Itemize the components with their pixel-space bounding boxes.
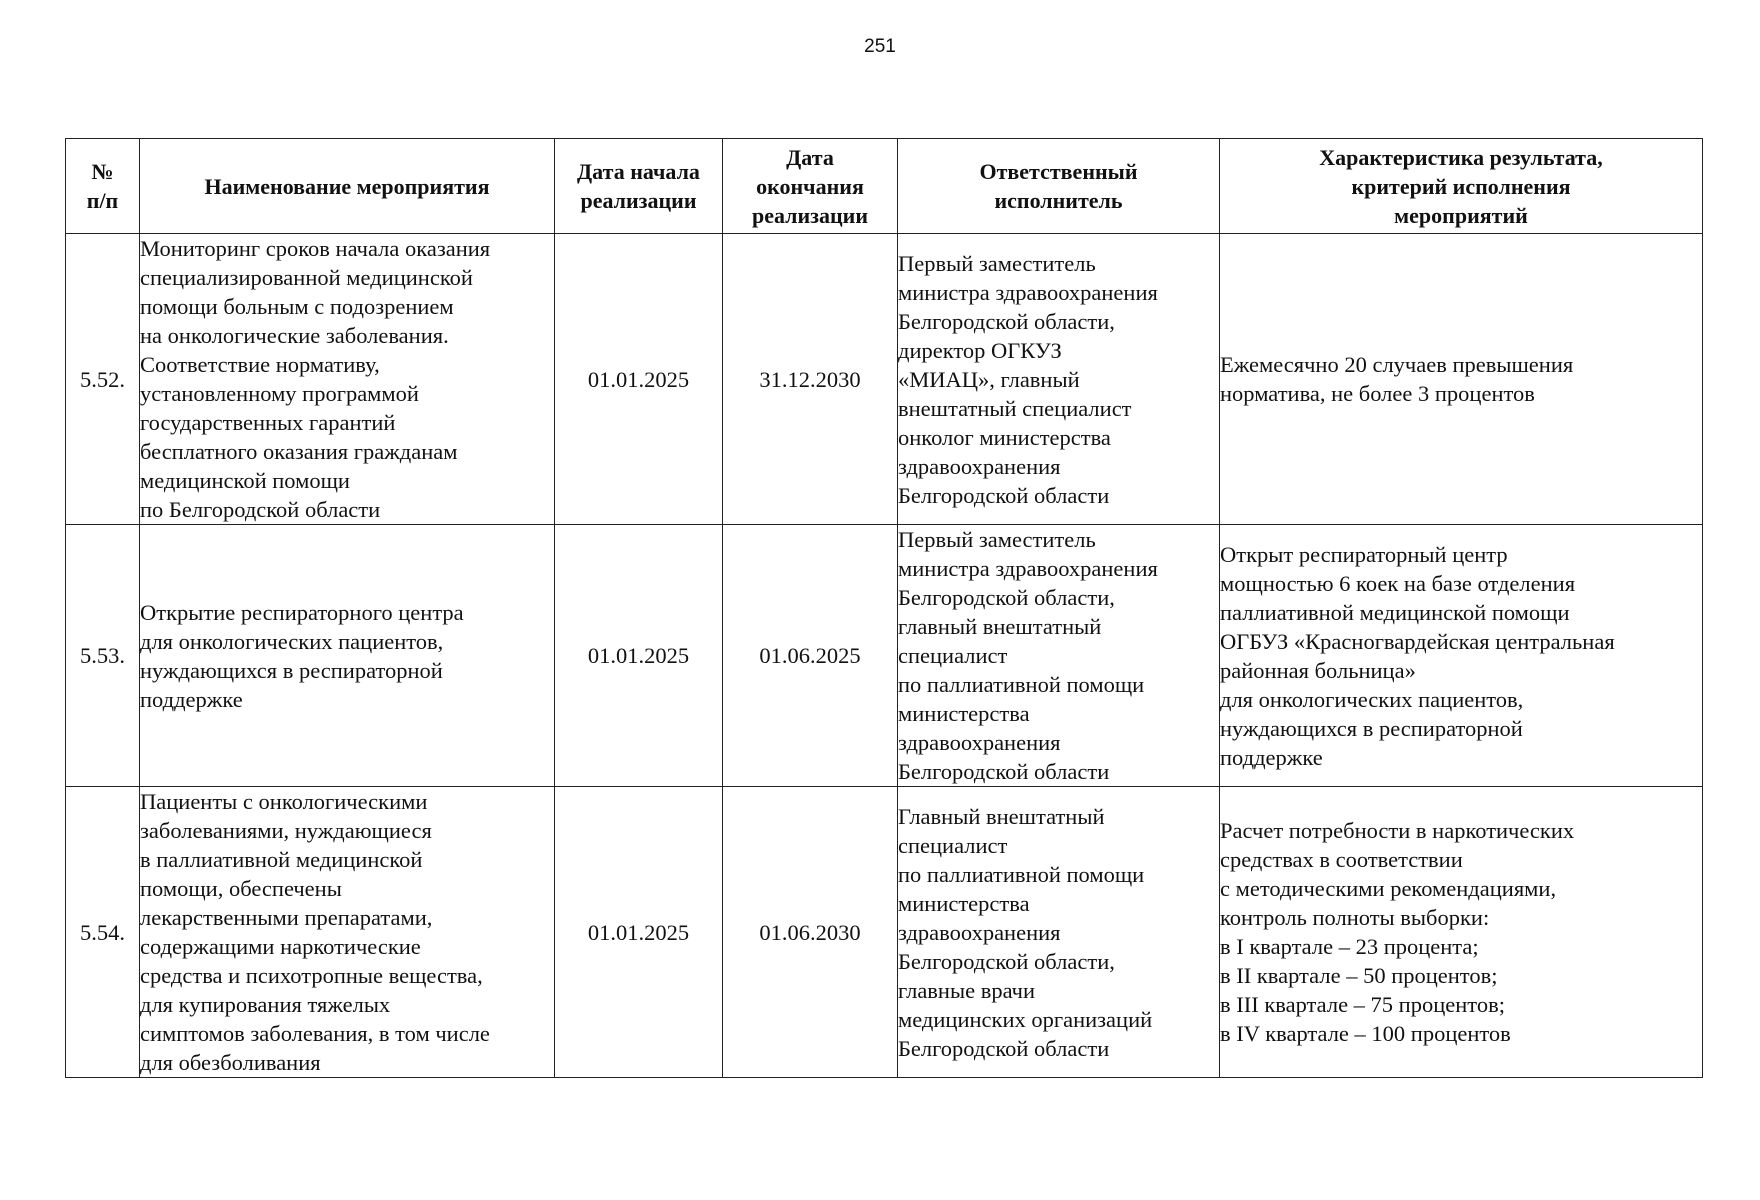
measure-name: Открытие респираторного центра для онкологических пациентов, нуждающихся в респираторной поддержке <box>140 525 555 787</box>
end-date: 01.06.2025 <box>723 525 898 787</box>
measures-table <box>65 138 1703 1078</box>
responsible-executor: Первый заместитель министра здравоохранения Белгородской области, главный внештатный специалист по паллиативной помощи министерства здравоохранения Белгородской области <box>898 525 1220 787</box>
header-end-date: Дата окончания реализации <box>723 139 898 234</box>
result-characteristic: Открыт респираторный центр мощностью 6 коек на базе отделения паллиативной медицинской помощи ОГБУЗ «Красногвардейская центральная районная больница» для онкологических пациентов, нуждающихся в респираторной поддержке <box>1220 525 1703 787</box>
end-date: 01.06.2030 <box>723 787 898 1078</box>
table-header-row <box>66 139 1703 234</box>
header-responsible: Ответственный исполнитель <box>898 139 1220 234</box>
result-characteristic: Расчет потребности в наркотических средствах в соответствии с методическими рекомендациями, контроль полноты выборки: в I квартале – 23 процента; в II квартале – 50 процентов; в III квартале – 75 процентов; в IV квартале – 100 процентов <box>1220 787 1703 1078</box>
responsible-executor: Первый заместитель министра здравоохранения Белгородской области, директор ОГКУЗ «МИАЦ», главный внештатный специалист онколог министерства здравоохранения Белгородской области <box>898 234 1220 525</box>
header-number: № п/п <box>66 139 140 234</box>
start-date: 01.01.2025 <box>555 525 723 787</box>
header-name: Наименование мероприятия <box>140 139 555 234</box>
table-row <box>66 787 1703 1078</box>
start-date: 01.01.2025 <box>555 234 723 525</box>
row-number: 5.52. <box>66 234 140 525</box>
measure-name: Мониторинг сроков начала оказания специализированной медицинской помощи больным с подозрением на онкологические заболевания. Соответствие нормативу, установленному программой государственных гарантий бесплатного оказания гражданам медицинской помощи по Белгородской области <box>140 234 555 525</box>
result-characteristic: Ежемесячно 20 случаев превышения норматива, не более 3 процентов <box>1220 234 1703 525</box>
end-date: 31.12.2030 <box>723 234 898 525</box>
table-row <box>66 234 1703 525</box>
measure-name: Пациенты с онкологическими заболеваниями, нуждающиеся в паллиативной медицинской помощи, обеспечены лекарственными препаратами, содержащими наркотические средства и психотропные вещества, для купирования тяжелых симптомов заболевания, в том числе для обезболивания <box>140 787 555 1078</box>
table-row <box>66 525 1703 787</box>
page-number: 251 <box>864 36 896 57</box>
row-number: 5.54. <box>66 787 140 1078</box>
header-start-date: Дата начала реализации <box>555 139 723 234</box>
start-date: 01.01.2025 <box>555 787 723 1078</box>
header-result: Характеристика результата, критерий исполнения мероприятий <box>1220 139 1703 234</box>
responsible-executor: Главный внештатный специалист по паллиативной помощи министерства здравоохранения Белгородской области, главные врачи медицинских организаций Белгородской области <box>898 787 1220 1078</box>
row-number: 5.53. <box>66 525 140 787</box>
